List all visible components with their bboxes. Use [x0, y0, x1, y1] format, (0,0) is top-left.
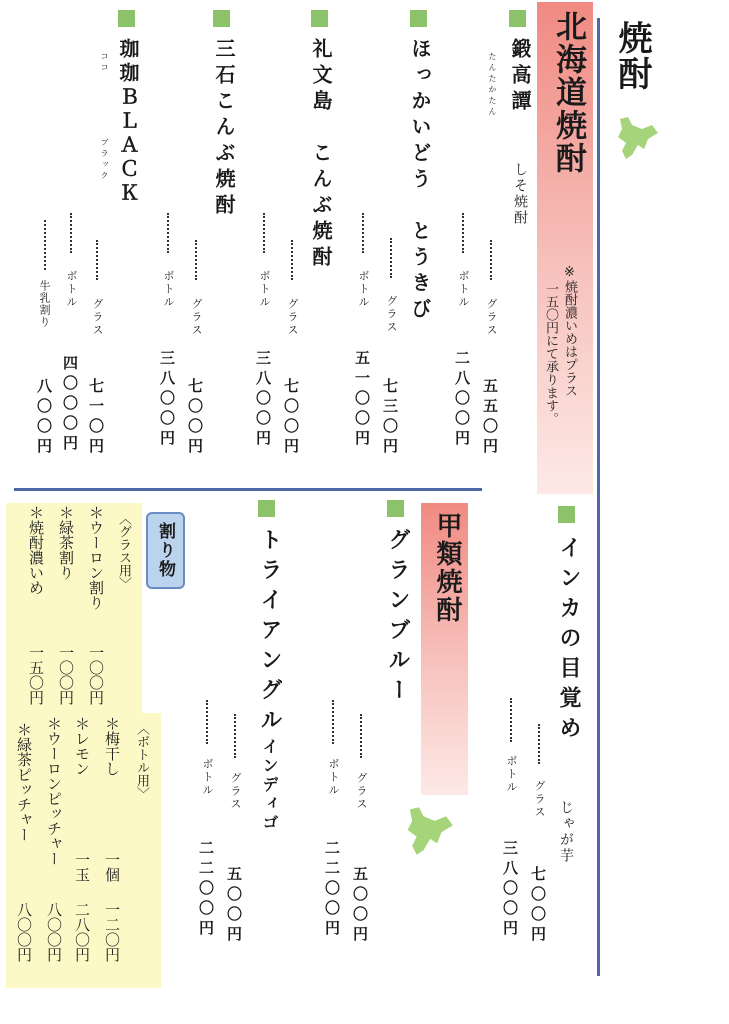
item-marker — [509, 10, 526, 27]
hokkaido-section-title: 北海道焼酎 — [550, 10, 586, 175]
mixer-bottle-price-0: 一二〇円 — [103, 902, 121, 962]
leader-dots — [490, 240, 492, 280]
bottle-price-tokibi: 五一〇〇円 — [353, 350, 371, 450]
bottle-price-triangle: 二二〇〇円 — [197, 840, 215, 940]
mixer-bottle-qty-0: 一個 — [103, 852, 121, 882]
leader-dots — [332, 700, 334, 744]
right-vertical-rule — [597, 18, 600, 976]
item-name-rebun: 礼文島 こんぶ焼酎 — [309, 38, 333, 272]
mixer-bottle-price-3: 八〇〇円 — [15, 902, 33, 962]
item-marker — [311, 10, 328, 27]
item-name-tokibi: ほっかいどう とうきび — [408, 38, 432, 324]
bottle-label-grand-blue: ボトル — [327, 758, 340, 797]
item-name-tantakatan: 鍛高譚 — [508, 38, 532, 116]
leader-dots — [362, 213, 364, 253]
item-name-triangle-small: インディゴ — [260, 738, 279, 833]
hokkaido-map-icon-2 — [398, 805, 458, 857]
bottle-label-mitsuishi: ボトル — [162, 270, 175, 309]
leader-dots — [234, 714, 236, 758]
item-name-mitsuishi: 三石こんぶ焼酎 — [212, 38, 236, 220]
glass-label-rebun: グラス — [286, 298, 299, 337]
glass-price-grand-blue: 五〇〇円 — [351, 866, 369, 946]
glass-price-triangle: 五〇〇円 — [225, 866, 243, 946]
item-name-grand-blue: グランブルー — [385, 528, 410, 708]
mixer-glass-price-2: 一五〇円 — [27, 645, 45, 705]
milk-label-coco: 牛乳割り — [38, 280, 51, 328]
item-marker — [558, 506, 575, 523]
bottle-price-inca: 三八〇〇円 — [501, 840, 519, 940]
glass-label-mitsuishi: グラス — [190, 298, 203, 337]
leader-dots — [206, 700, 208, 744]
glass-label-grand-blue: グラス — [355, 772, 368, 811]
leader-dots — [96, 240, 98, 280]
mixers-badge: 割り物 — [146, 512, 185, 589]
mixer-bottle-name-2: ＊ウーロンピッチャー — [45, 716, 63, 866]
bottle-label-rebun: ボトル — [258, 270, 271, 309]
item-marker — [118, 10, 135, 27]
leader-dots — [360, 714, 362, 758]
leader-dots — [462, 213, 464, 253]
bottle-price-coco: 四〇〇〇円 — [61, 355, 79, 455]
glass-label-triangle: グラス — [229, 772, 242, 811]
bottle-label-triangle: ボトル — [201, 758, 214, 797]
leader-dots — [70, 213, 72, 253]
glass-label-tokibi: グラス — [385, 295, 398, 334]
mixers-bottle-header: 〈ボトル用〉 — [134, 722, 149, 800]
item-ruby-tantakatan: たんたかたん — [488, 52, 497, 118]
bottle-price-grand-blue: 二二〇〇円 — [323, 840, 341, 940]
item-name-inca: インカの目覚め — [556, 536, 581, 746]
bottle-price-rebun: 三八〇〇円 — [254, 350, 272, 450]
leader-dots — [390, 238, 392, 278]
bottle-price-tantakatan: 二八〇〇円 — [453, 350, 471, 450]
item-sub-tantakatan: しそ焼酎 — [512, 162, 528, 226]
item-marker — [410, 10, 427, 27]
leader-dots — [291, 240, 293, 280]
mixer-bottle-price-1: 二八〇円 — [73, 902, 91, 962]
mixer-glass-price-0: 一〇〇円 — [87, 645, 105, 705]
leader-dots — [538, 724, 540, 764]
kourui-section-title: 甲類焼酎 — [432, 512, 462, 624]
bottle-price-mitsuishi: 三八〇〇円 — [158, 350, 176, 450]
bottle-label-coco: ボトル — [65, 270, 78, 309]
bottle-label-tokibi: ボトル — [357, 270, 370, 309]
hokkaido-map-icon — [612, 115, 660, 161]
leader-dots — [263, 213, 265, 253]
glass-price-mitsuishi: 七〇〇円 — [186, 378, 204, 458]
item-marker — [387, 500, 404, 517]
glass-label-tantakatan: グラス — [485, 298, 498, 337]
glass-price-tokibi: 七三〇円 — [381, 378, 399, 458]
item-name-triangle-main: トライアングル — [257, 528, 282, 738]
bottle-label-tantakatan: ボトル — [457, 270, 470, 309]
leader-dots — [167, 213, 169, 253]
item-ruby-coco-top: ココ — [100, 52, 109, 74]
item-ruby-coco-bottom: ブラック — [100, 138, 109, 182]
glass-price-rebun: 七〇〇円 — [282, 378, 300, 458]
glass-price-inca: 七〇〇円 — [529, 866, 547, 946]
mixer-glass-name-2: ＊焼酎濃いめ — [27, 505, 45, 595]
leader-dots — [44, 220, 46, 270]
glass-price-coco: 七一〇円 — [87, 378, 105, 458]
glass-label-coco: グラス — [91, 298, 104, 337]
hokkaido-note-line1: ※焼酎濃いめはプラス — [562, 265, 577, 397]
glass-price-tantakatan: 五五〇円 — [481, 378, 499, 458]
mixer-glass-name-1: ＊緑茶割り — [57, 505, 75, 580]
item-name-triangle — [254, 528, 285, 833]
glass-label-inca: グラス — [533, 780, 546, 819]
mixer-bottle-price-2: 八〇〇円 — [45, 902, 63, 962]
item-sub-inca: じゃが芋 — [558, 800, 574, 864]
item-marker — [258, 500, 275, 517]
milk-price-coco: 八〇〇円 — [35, 378, 53, 458]
mixer-bottle-name-3: ＊緑茶ピッチャー — [15, 722, 33, 842]
mixers-glass-header: 〈グラス用〉 — [116, 512, 131, 590]
mixer-glass-name-0: ＊ウーロン割り — [87, 505, 105, 610]
hokkaido-note-line2: 一五〇円にて承ります。 — [543, 282, 558, 425]
mixer-bottle-name-0: ＊梅干し — [103, 716, 121, 776]
mixer-glass-price-1: 一〇〇円 — [57, 645, 75, 705]
horizontal-rule — [14, 488, 482, 491]
item-name-coco: 珈珈ＢＬＡＣＫ — [116, 38, 140, 206]
leader-dots — [195, 240, 197, 280]
leader-dots — [510, 698, 512, 742]
item-marker — [213, 10, 230, 27]
mixer-bottle-name-1: ＊レモン — [73, 716, 91, 776]
mixer-bottle-qty-1: 一玉 — [73, 852, 91, 882]
page-title: 焼酎 — [612, 20, 652, 92]
bottle-label-inca: ボトル — [505, 755, 518, 794]
